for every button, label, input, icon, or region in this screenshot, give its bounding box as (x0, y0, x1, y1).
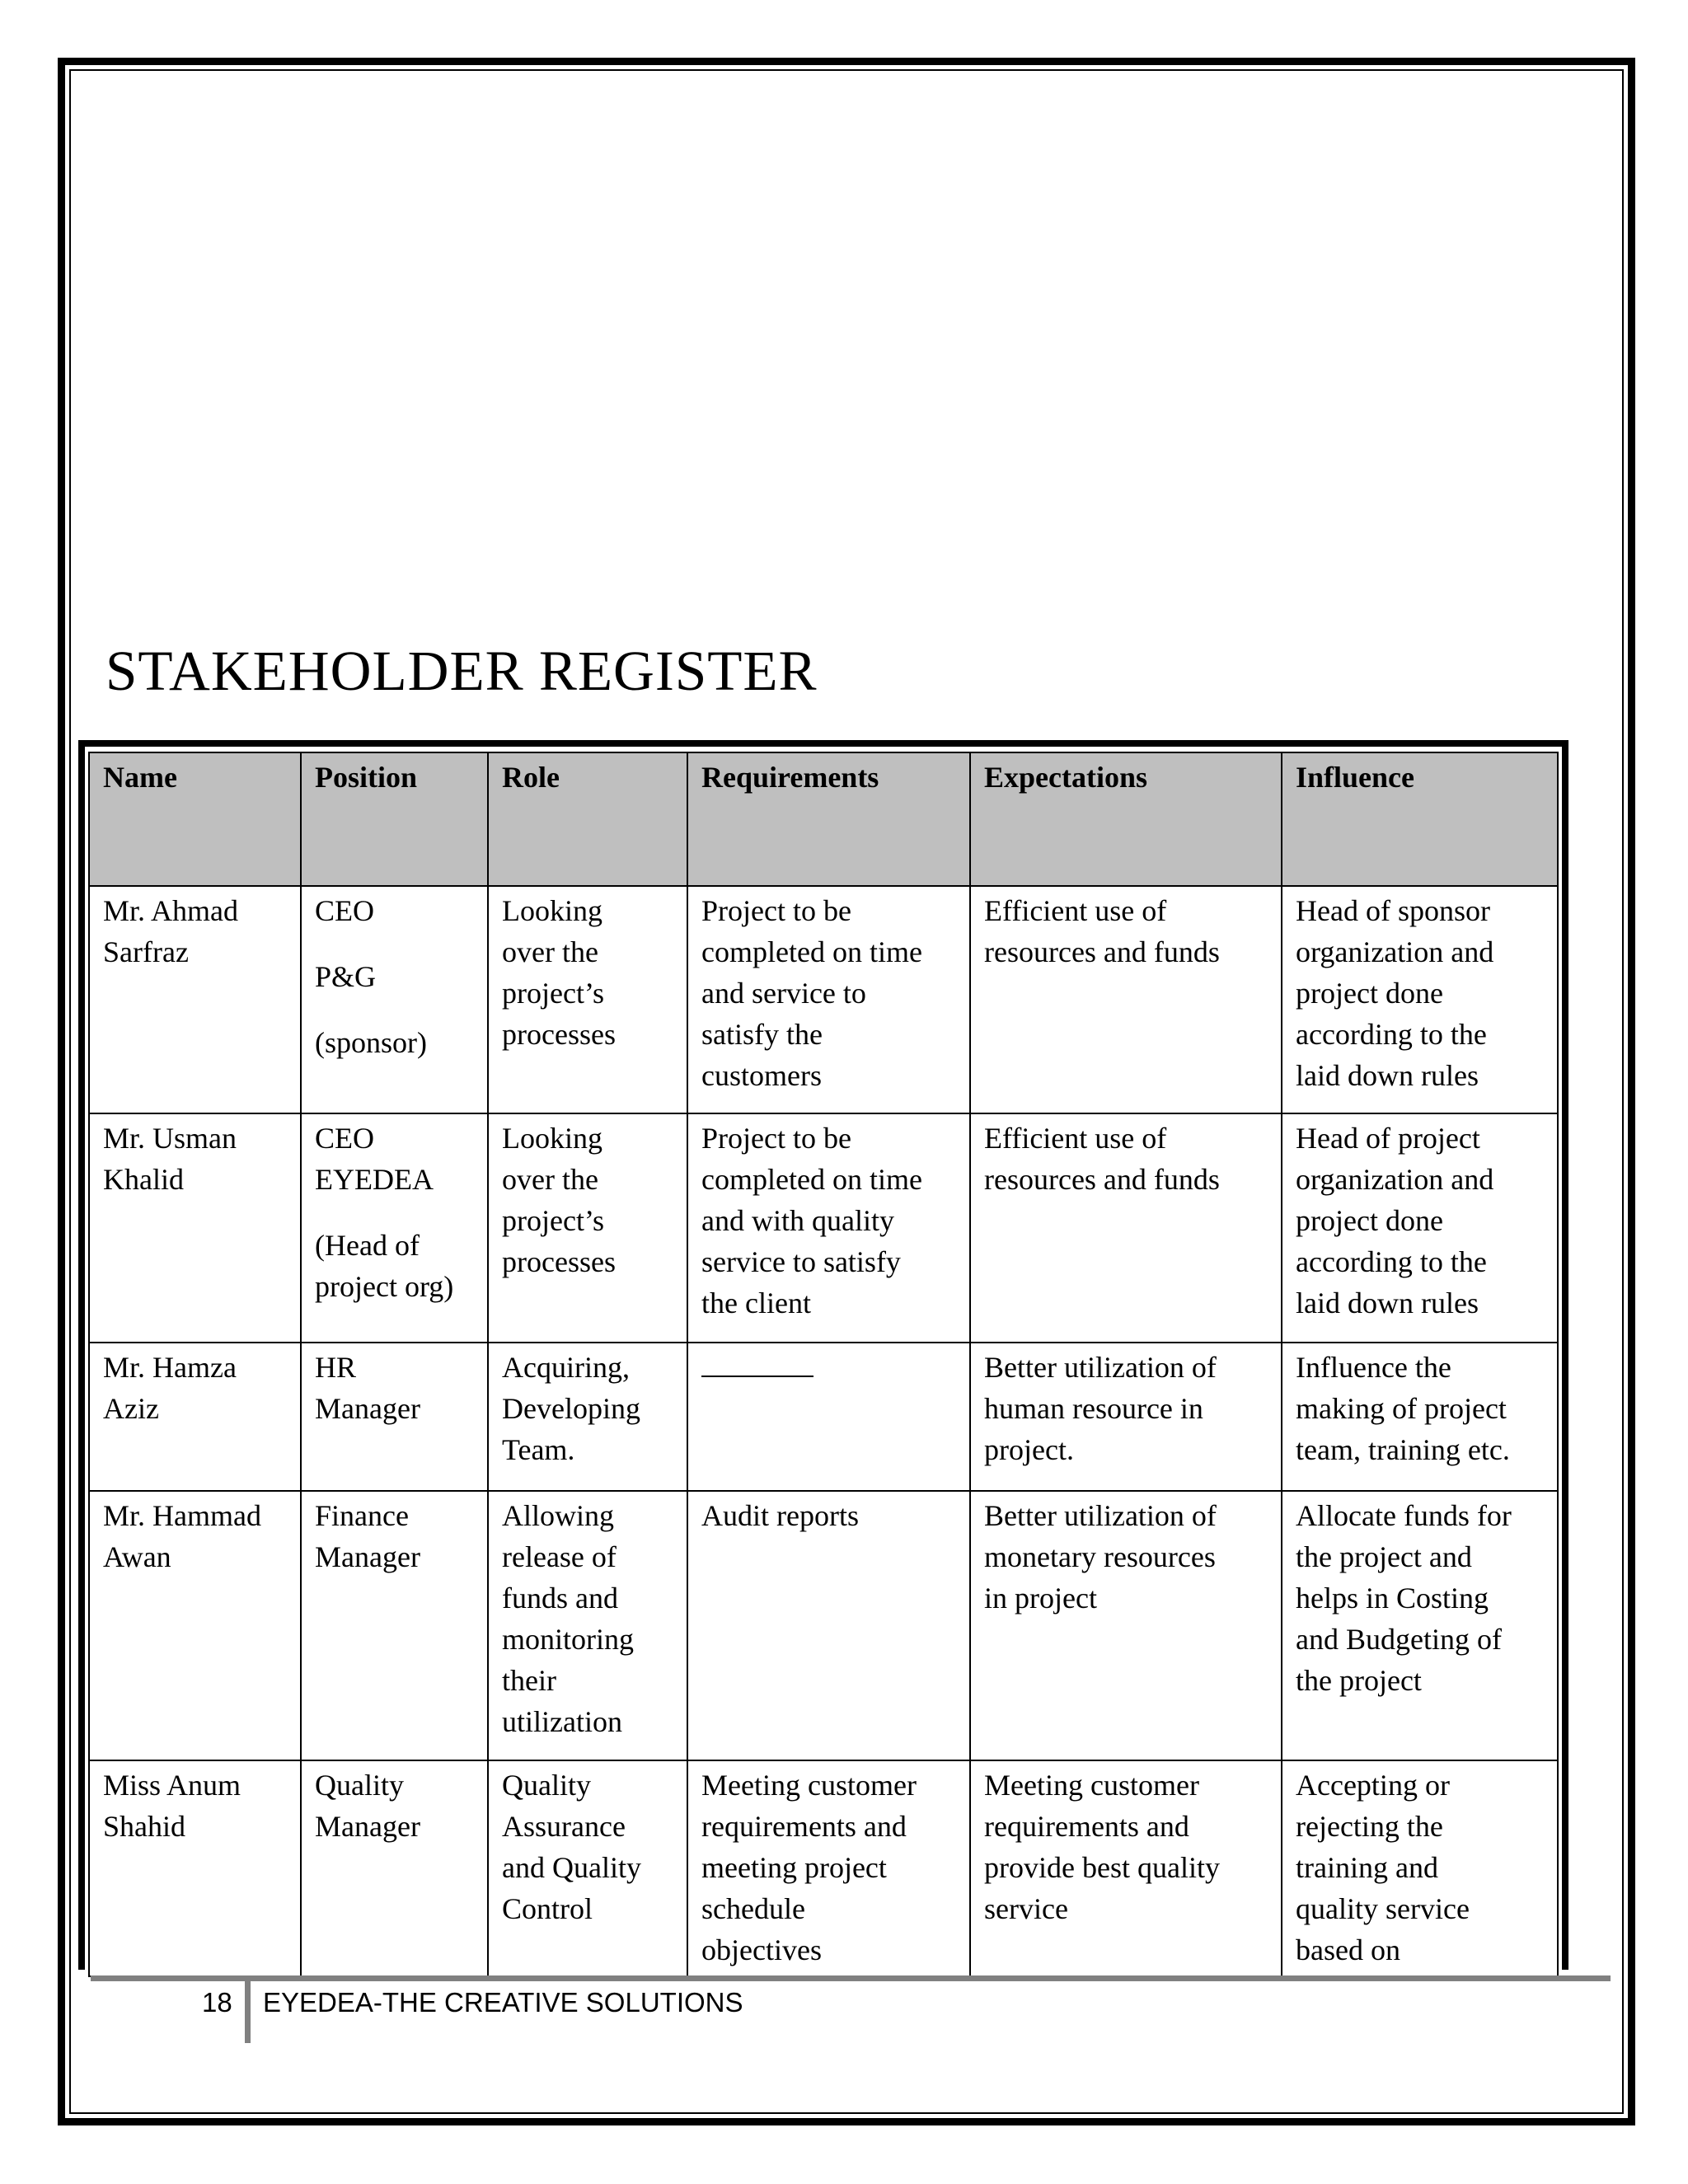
column-header-name: Name (89, 752, 301, 886)
cell-influence: Head of project organization and project done according to the laid down rules (1282, 1113, 1558, 1343)
cell-expectations: Meeting customer requirements and provide best quality service (970, 1760, 1282, 1976)
cell-role: Quality Assurance and Quality Control (488, 1760, 687, 1976)
cell-role: Looking over the project’s processes (488, 886, 687, 1113)
footer-divider (245, 1975, 251, 2043)
cell-position: HR Manager (301, 1343, 488, 1491)
cell-expectations: Efficient use of resources and funds (970, 1113, 1282, 1343)
table-edge-line (1567, 740, 1568, 1970)
stakeholder-table (88, 752, 1559, 1977)
cell-name: Mr. Hamza Aziz (89, 1343, 301, 1491)
column-header-requirements: Requirements (687, 752, 970, 886)
cell-name: Mr. Usman Khalid (89, 1113, 301, 1343)
cell-expectations: Better utilization of monetary resources in project (970, 1491, 1282, 1760)
cell-position: Quality Manager (301, 1760, 488, 1976)
cell-requirements: Project to be completed on time and with quality service to satisfy the client (687, 1113, 970, 1343)
cell-requirements: Project to be completed on time and service to satisfy the customers (687, 886, 970, 1113)
footer-text: EYEDEA-THE CREATIVE SOLUTIONS (263, 1987, 743, 2018)
cell-requirements: Meeting customer requirements and meeting project schedule objectives (687, 1760, 970, 1976)
table-row (89, 1113, 1558, 1343)
cell-position: Finance Manager (301, 1491, 488, 1760)
table-row (89, 1491, 1558, 1760)
column-header-expectations: Expectations (970, 752, 1282, 886)
cell-name: Mr. Ahmad Sarfraz (89, 886, 301, 1113)
column-header-influence: Influence (1282, 752, 1558, 886)
cell-requirements (687, 1343, 970, 1491)
cell-expectations: Better utilization of human resource in project. (970, 1343, 1282, 1491)
table-row (89, 1760, 1558, 1976)
cell-influence: Accepting or rejecting the training and quality service based on (1282, 1760, 1558, 1976)
cell-influence: Influence the making of project team, training etc. (1282, 1343, 1558, 1491)
blank-line (701, 1351, 814, 1377)
table-row (89, 886, 1558, 1113)
table-header-row (89, 752, 1558, 886)
cell-position: CEO EYEDEA (Head of project org) (301, 1113, 488, 1343)
page-number: 18 (202, 1987, 232, 2018)
cell-influence: Allocate funds for the project and helps in Costing and Budgeting of the project (1282, 1491, 1558, 1760)
cell-name: Miss Anum Shahid (89, 1760, 301, 1976)
column-header-role: Role (488, 752, 687, 886)
cell-expectations: Efficient use of resources and funds (970, 886, 1282, 1113)
cell-position: CEO P&G (sponsor) (301, 886, 488, 1113)
cell-role: Acquiring, Developing Team. (488, 1343, 687, 1491)
table-row (89, 1343, 1558, 1491)
cell-name: Mr. Hammad Awan (89, 1491, 301, 1760)
cell-requirements: Audit reports (687, 1491, 970, 1760)
column-header-position: Position (301, 752, 488, 886)
cell-role: Allowing release of funds and monitoring their utilization (488, 1491, 687, 1760)
page-title: STAKEHOLDER REGISTER (106, 640, 818, 702)
cell-role: Looking over the project’s processes (488, 1113, 687, 1343)
cell-influence: Head of sponsor organization and project done according to the laid down rules (1282, 886, 1558, 1113)
